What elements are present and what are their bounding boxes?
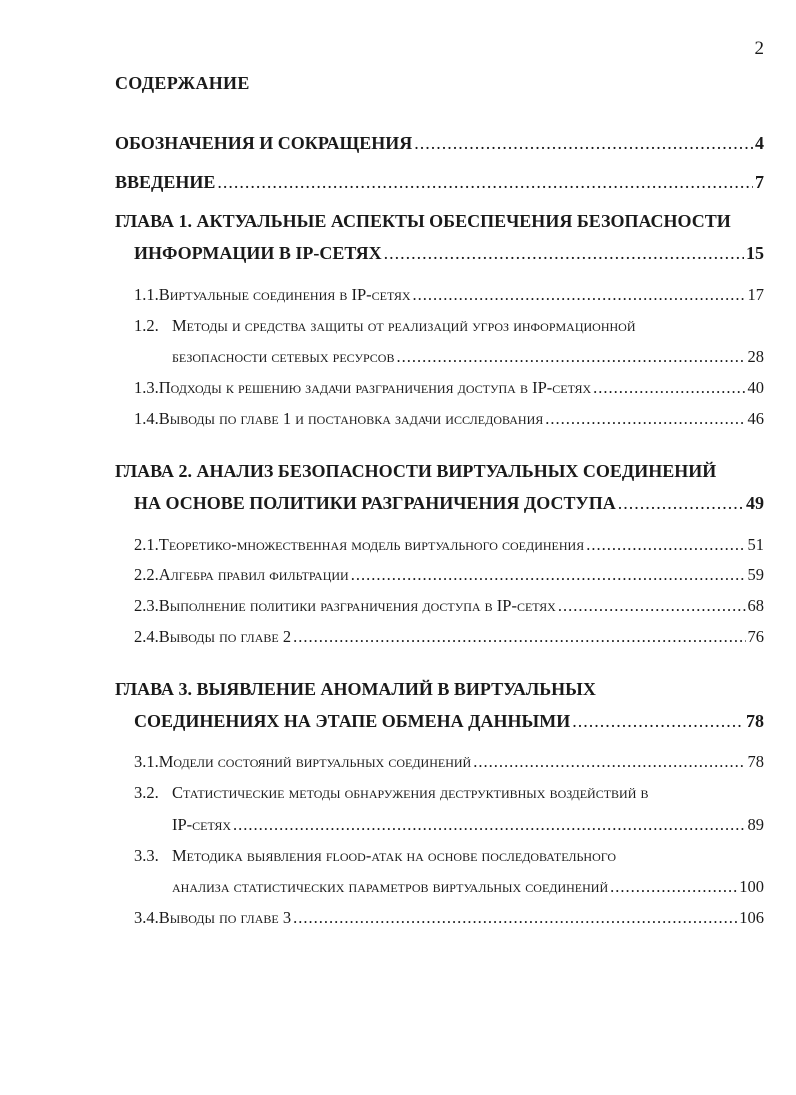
entry-text: ОБОЗНАЧЕНИЯ И СОКРАЩЕНИЯ — [115, 133, 413, 153]
toc-entry-1-1: 1.1. Виртуальные соединения в IP-сетях ..... 17 — [134, 285, 764, 305]
toc-entry-3-4: 3.4. Выводы по главе 3 ..... 106 — [134, 908, 764, 928]
toc-entry-chapter-1 — [134, 243, 764, 265]
entry-text: ВВЕДЕНИЕ — [115, 172, 216, 192]
entry-page: 49 — [746, 493, 764, 513]
toc-entry-3-2-cont: IP-сетях ..... 89 — [172, 815, 764, 835]
toc-entry-introduction — [115, 172, 764, 194]
toc-entry-abbreviations — [115, 133, 764, 155]
entry-page: 7 — [755, 172, 764, 192]
dot-leader — [384, 243, 744, 265]
dot-leader — [572, 711, 744, 733]
entry-page: 78 — [746, 711, 764, 731]
toc-entry-3-3-cont: анализа статистических параметров виртуальных соединений ..... 100 — [172, 877, 764, 897]
toc-entry-2-2: 2.2. Алгебра правил фильтрации ..... 59 — [134, 565, 764, 585]
entry-page: 15 — [746, 243, 764, 263]
toc-entry-3-2: 3.2. Статистические методы обнаружения деструктивных воздействий в — [134, 783, 649, 802]
toc-entry-chapter-3 — [134, 711, 764, 733]
toc-entry-2-4: 2.4. Выводы по главе 2 ..... 76 — [134, 627, 764, 647]
dot-leader — [217, 172, 753, 194]
toc-entry-1-4: 1.4. Выводы по главе 1 и постановка задачи исследования ..... 46 — [134, 409, 764, 429]
chapter-2-title-line1: ГЛАВА 2. АНАЛИЗ БЕЗОПАСНОСТИ ВИРТУАЛЬНЫХ СОЕДИНЕНИЙ — [115, 461, 717, 481]
chapter-3-title-line1: ГЛАВА 3. ВЫЯВЛЕНИЕ АНОМАЛИЙ В ВИРТУАЛЬНЫХ — [115, 679, 596, 699]
entry-text: СОЕДИНЕНИЯХ НА ЭТАПЕ ОБМЕНА ДАННЫМИ — [134, 711, 571, 731]
toc-entry-chapter-2 — [134, 493, 764, 515]
toc-entry-3-1: 3.1. Модели состояний виртуальных соединений ..... 78 — [134, 752, 764, 772]
entry-page: 4 — [755, 133, 764, 153]
toc-entry-1-2-cont: безопасности сетевых ресурсов ..... 28 — [172, 347, 764, 367]
entry-text: НА ОСНОВЕ ПОЛИТИКИ РАЗГРАНИЧЕНИЯ ДОСТУПА — [134, 493, 616, 513]
dot-leader — [618, 493, 744, 515]
toc-entry-2-1: 2.1. Теоретико-множественная модель виртуального соединения ..... 51 — [134, 535, 764, 555]
chapter-1-title-line1: ГЛАВА 1. АКТУАЛЬНЫЕ АСПЕКТЫ ОБЕСПЕЧЕНИЯ БЕЗОПАСНОСТИ — [115, 211, 731, 231]
toc-title: СОДЕРЖАНИЕ — [115, 73, 250, 93]
toc-entry-3-3: 3.3. Методика выявления flood-атак на основе последовательного — [134, 846, 617, 865]
page-number: 2 — [754, 38, 764, 59]
entry-text: ИНФОРМАЦИИ В IP-СЕТЯХ — [134, 243, 382, 263]
dot-leader — [414, 133, 753, 155]
toc-entry-1-2: 1.2. Методы и средства защиты от реализаций угроз информационной — [134, 316, 636, 335]
toc-entry-2-3: 2.3. Выполнение политики разграничения доступа в IP-сетях ..... 68 — [134, 596, 764, 616]
toc-entry-1-3: 1.3. Подходы к решению задачи разграничения доступа в IP-сетях ..... 40 — [134, 378, 764, 398]
